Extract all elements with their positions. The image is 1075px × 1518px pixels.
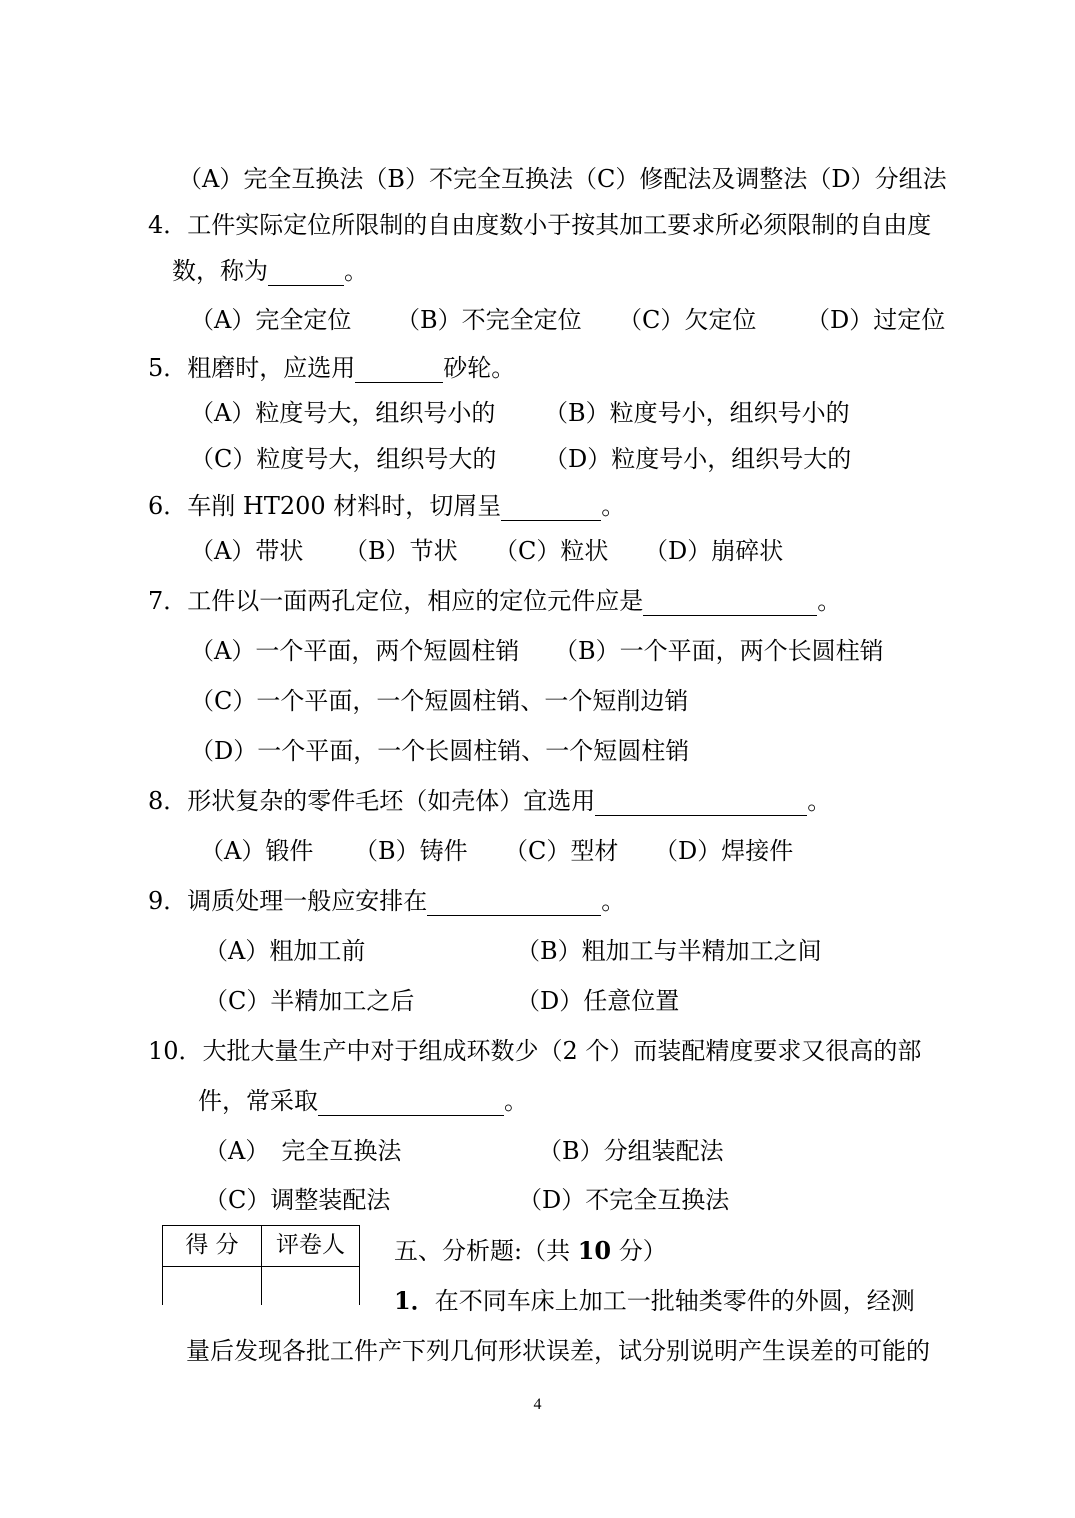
q7-stem-pre: 7．工件以一面两孔定位，相应的定位元件应是 [148, 587, 644, 615]
section5-q1-line2: 量后发现各批工件产下列几何形状误差，试分别说明产生误差的可能的 [186, 1337, 930, 1365]
q6-option-a: （A）带状 [190, 537, 304, 565]
q7-options-row1 [190, 636, 884, 666]
q8-option-a: （A）锻件 [200, 837, 314, 865]
section5-title-pre: 五、分析题:（共 [394, 1237, 578, 1265]
q6-option-c: （C）粒状 [494, 537, 609, 565]
q8-option-d: （D）焊接件 [654, 837, 794, 865]
q10-options-row2 [204, 1185, 730, 1215]
q4-option-a: （A）完全定位 [190, 306, 352, 334]
q6-option-b: （B）节状 [344, 537, 458, 565]
q9-option-d: （D）任意位置 [516, 987, 680, 1015]
q5-answer-blank[interactable] [355, 358, 443, 383]
q4-stem-pre: 数，称为 [172, 257, 268, 285]
section5-title-post: 分） [611, 1237, 667, 1265]
q7-option-c: （C）一个平面，一个短圆柱销、一个短削边销 [190, 687, 689, 715]
q10-option-a: （A） 完全互换法 [204, 1137, 402, 1165]
q6-stem-post: 。 [601, 492, 626, 520]
q4-stem-line1: 4．工件实际定位所限制的自由度数小于按其加工要求所必须限制的自由度 [148, 211, 932, 239]
q6-stem [148, 491, 625, 521]
q5-option-b: （B）粒度号小，组织号小的 [544, 399, 850, 427]
q6-options [190, 536, 784, 566]
section5-title [394, 1236, 667, 1266]
q8-options [200, 836, 794, 866]
section5-title-points: 10 [577, 1236, 612, 1265]
q5-stem [148, 353, 515, 383]
q9-stem-pre: 9．调质处理一般应安排在 [148, 887, 428, 915]
q10-stem-line1: 10．大批大量生产中对于组成环数少（2 个）而装配精度要求又很高的部 [148, 1037, 922, 1065]
q5-option-c: （C）粒度号大，组织号大的 [190, 445, 497, 473]
q9-option-b: （B）粗加工与半精加工之间 [516, 937, 822, 965]
q9-stem-post: 。 [601, 887, 626, 915]
q4-stem-post: 。 [344, 257, 368, 285]
q10-stem-line2 [198, 1086, 528, 1116]
q9-options-row2 [204, 986, 680, 1016]
q4-answer-blank[interactable] [268, 261, 344, 286]
q8-stem-post: 。 [807, 787, 832, 815]
q10-options-row1 [204, 1136, 724, 1166]
q8-option-b: （B）铸件 [354, 837, 468, 865]
score-table [162, 1225, 360, 1305]
q6-option-d: （D）崩碎状 [644, 537, 784, 565]
section5-q1-line1 [394, 1286, 915, 1316]
q7-stem [148, 586, 841, 616]
q8-answer-blank[interactable] [595, 791, 807, 816]
q4-stem-line2 [172, 256, 368, 286]
section5-q1-text1: 在不同车床上加工一批轴类零件的外圆，经测 [434, 1287, 915, 1315]
q9-options-row1 [204, 936, 822, 966]
q10-option-c: （C）调整装配法 [204, 1186, 391, 1214]
section5-q1-number: 1． [394, 1286, 435, 1315]
q7-option-b: （B）一个平面，两个长圆柱销 [554, 637, 884, 665]
q10-answer-blank[interactable] [318, 1091, 504, 1116]
grader-cell[interactable] [261, 1266, 360, 1305]
q5-option-d: （D）粒度号小，组织号大的 [544, 445, 852, 473]
q4-options [190, 305, 946, 335]
q5-stem-post: 砂轮。 [443, 354, 516, 382]
q7-answer-blank[interactable] [643, 591, 817, 616]
q5-options-row1 [190, 398, 850, 428]
q4-option-d: （D）过定位 [806, 306, 946, 334]
q5-options-row2 [190, 444, 852, 474]
q6-answer-blank[interactable] [501, 496, 601, 521]
q3-options: （A）完全互换法（B）不完全互换法（C）修配法及调整法（D）分组法 [178, 165, 947, 193]
q7-stem-post: 。 [817, 587, 842, 615]
q7-option-d: （D）一个平面，一个长圆柱销、一个短圆柱销 [190, 737, 690, 765]
page-number: 4 [533, 1396, 542, 1413]
grader-header: 评卷人 [261, 1225, 360, 1267]
q8-option-c: （C）型材 [504, 837, 619, 865]
q6-stem-pre: 6．车削 HT200 材料时，切屑呈 [148, 492, 502, 520]
q5-option-a: （A）粒度号大，组织号小的 [190, 399, 496, 427]
q7-option-a: （A）一个平面，两个短圆柱销 [190, 637, 520, 665]
q4-option-b: （B）不完全定位 [396, 306, 582, 334]
q9-stem [148, 886, 625, 916]
score-header: 得 分 [162, 1225, 262, 1267]
q10-stem-post: 。 [504, 1087, 528, 1115]
score-cell[interactable] [162, 1266, 262, 1305]
q5-stem-pre: 5．粗磨时，应选用 [148, 354, 356, 382]
q9-option-c: （C）半精加工之后 [204, 987, 415, 1015]
q8-stem-pre: 8．形状复杂的零件毛坯（如壳体）宜选用 [148, 787, 596, 815]
q9-answer-blank[interactable] [427, 891, 601, 916]
q10-stem-pre: 件，常采取 [198, 1087, 318, 1115]
q9-option-a: （A）粗加工前 [204, 937, 366, 965]
q10-option-b: （B）分组装配法 [538, 1137, 724, 1165]
q4-option-c: （C）欠定位 [618, 306, 757, 334]
q10-option-d: （D）不完全互换法 [518, 1186, 730, 1214]
q8-stem [148, 786, 831, 816]
